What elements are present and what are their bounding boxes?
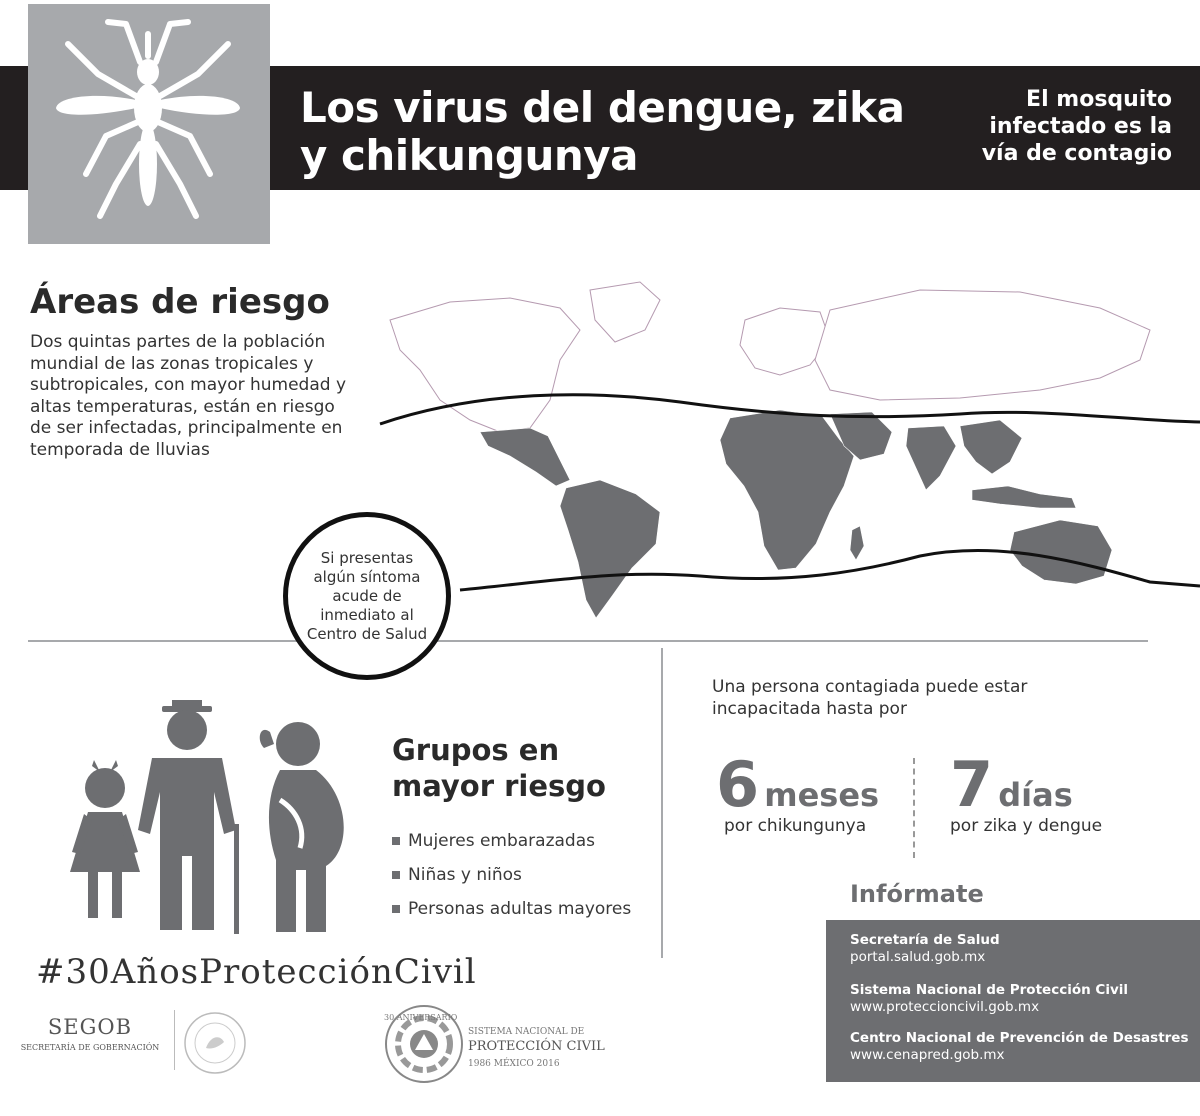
mosquito-icon [28, 4, 270, 244]
areas-body: Dos quintas partes de la población mundial de las zonas tropicales y subtropicales, con mayor humedad y altas temperaturas, están en riesgo de ser infectadas, principalmente en temporada de lluvias [30, 332, 347, 460]
stat-unit: días [998, 776, 1073, 814]
info-item [850, 1030, 1189, 1064]
subtitle [920, 86, 1172, 167]
list-item [392, 824, 631, 858]
stat-number: 7 [950, 748, 994, 821]
anniversary-logo [380, 1000, 605, 1090]
people-pictogram-icon [60, 700, 360, 940]
bullet-square-icon [392, 837, 400, 845]
info-item-name: Sistema Nacional de Protección Civil [850, 982, 1128, 998]
symptom-callout [283, 512, 451, 680]
list-item-label: Niñas y niños [408, 865, 522, 885]
list-item-label: Personas adultas mayores [408, 899, 632, 919]
subtitle-line3: vía de contagio [981, 141, 1172, 166]
main-title-line2: y chikungunya [300, 131, 639, 180]
segob-subtitle: SECRETARÍA DE GOBERNACIÓN [20, 1043, 160, 1052]
logo-divider [174, 1010, 175, 1070]
stat-label: por chikungunya [724, 816, 867, 836]
mosquito-icon-box [28, 4, 270, 244]
segob-logo [10, 1015, 170, 1052]
info-item-name: Secretaría de Salud [850, 932, 1000, 948]
info-box [826, 920, 1200, 1082]
info-item-url[interactable]: www.cenapred.gob.mx [850, 1047, 1005, 1063]
stat-divider [913, 758, 915, 858]
incapacity-intro-line2: incapacitada hasta por [712, 699, 907, 719]
incapacity-intro [712, 676, 1112, 720]
anniv-line2: PROTECCIÓN CIVIL [468, 1039, 605, 1054]
segob-name: SEGOB [47, 1015, 133, 1039]
info-item-url[interactable]: portal.salud.gob.mx [850, 949, 986, 965]
subtitle-line1: El mosquito [1026, 87, 1172, 112]
groups-list [392, 824, 631, 926]
list-item-label: Mujeres embarazadas [408, 831, 595, 851]
groups-heading [392, 732, 652, 804]
stat-chikungunya [716, 750, 879, 836]
mexico-seal-icon [180, 1008, 250, 1078]
groups-heading-line1: Grupos en [392, 733, 560, 767]
stat-number: 6 [716, 748, 760, 821]
anniv-ring-text: 30 ANIVERSARIO [384, 1013, 458, 1022]
anniv-years: 1986 MÉXICO 2016 [468, 1059, 560, 1069]
bullet-square-icon [392, 871, 400, 879]
world-map [360, 250, 1200, 650]
section-divider-vertical [661, 648, 663, 958]
stat-unit: meses [764, 776, 880, 814]
symptom-callout-text: Si presentas algún síntoma acude de inmediato al Centro de Salud [306, 548, 428, 643]
areas-heading: Áreas de riesgo [30, 282, 330, 322]
stat-label: por zika y dengue [950, 816, 1103, 836]
info-heading: Infórmate [850, 880, 984, 908]
info-item-url[interactable]: www.proteccioncivil.gob.mx [850, 999, 1040, 1015]
main-title-line1: Los virus del dengue, zika [300, 83, 905, 132]
section-divider-horizontal [28, 640, 1148, 642]
subtitle-line2: infectado es la [989, 114, 1172, 139]
anniv-line1: SISTEMA NACIONAL DE [468, 1027, 585, 1037]
list-item [392, 858, 631, 892]
info-item-name: Centro Nacional de Prevención de Desastres [850, 1030, 1189, 1046]
main-title [300, 84, 940, 180]
list-item [392, 892, 631, 926]
incapacity-intro-line1: Una persona contagiada puede estar [712, 677, 1028, 697]
stat-zika-dengue [950, 750, 1102, 836]
hashtag: #30AñosProtecciónCivil [36, 952, 477, 992]
groups-heading-line2: mayor riesgo [392, 769, 606, 803]
bullet-square-icon [392, 905, 400, 913]
info-item [850, 982, 1128, 1016]
info-item [850, 932, 1000, 966]
